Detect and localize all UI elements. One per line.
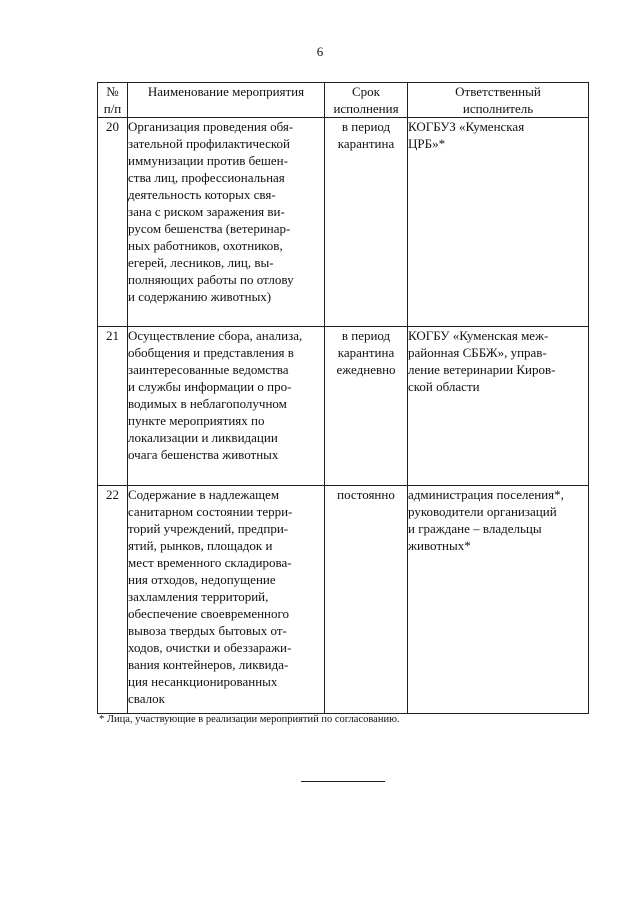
header-number: № п/п	[98, 83, 128, 118]
row-measure-name: Содержание в надлежащем санитарном состоянии терри- торий учреждений, предпри- ятий, рынков, площадок и мест временного складирова- ния отходов, недопущение захламления территорий, обеспечение своевременного вывоза твердых бытовых от- ходов, очистки и обеззаражи- вания контейнеров, ликвида- ция несанкционированных свалок	[128, 486, 325, 714]
closing-rule	[301, 781, 385, 782]
row-number: 21	[98, 327, 128, 486]
measures-table	[97, 82, 589, 714]
row-responsible: администрация поселения*, руководители организаций и граждане – владельцы животных*	[408, 486, 589, 714]
row-measure-name: Организация проведения обя- зательной профилактической иммунизации против бешен- ства лиц, профессиональная деятельность которых свя- зана с риском заражения ви- русом бешенства (ветеринар- ных работников, охотников, егерей, лесников, лиц, вы- полняющих работы по отлову и содержанию животных)	[128, 118, 325, 327]
row-responsible: КОГБУ «Куменская меж- районная СББЖ», управ- ление ветеринарии Киров- ской области	[408, 327, 589, 486]
footnote: * Лица, участвующие в реализации мероприятий по согласованию.	[99, 714, 400, 725]
table-row	[98, 486, 589, 714]
row-term: в период карантина ежедневно	[325, 327, 408, 486]
row-term: в период карантина	[325, 118, 408, 327]
row-measure-name: Осуществление сбора, анализа, обобщения и представления в заинтересованные ведомства и службы информации о про- водимых в неблагополучном пункте мероприятиях по локализации и ликвидации очага бешенства животных	[128, 327, 325, 486]
row-responsible: КОГБУЗ «Куменская ЦРБ»*	[408, 118, 589, 327]
row-number: 22	[98, 486, 128, 714]
row-term: постоянно	[325, 486, 408, 714]
header-responsible: Ответственный исполнитель	[408, 83, 589, 118]
table-header-row	[98, 83, 589, 118]
table-row	[98, 327, 589, 486]
page-number: 6	[316, 44, 324, 59]
header-term: Срок исполнения	[325, 83, 408, 118]
table-row	[98, 118, 589, 327]
header-measure-name: Наименование мероприятия	[128, 83, 325, 118]
row-number: 20	[98, 118, 128, 327]
